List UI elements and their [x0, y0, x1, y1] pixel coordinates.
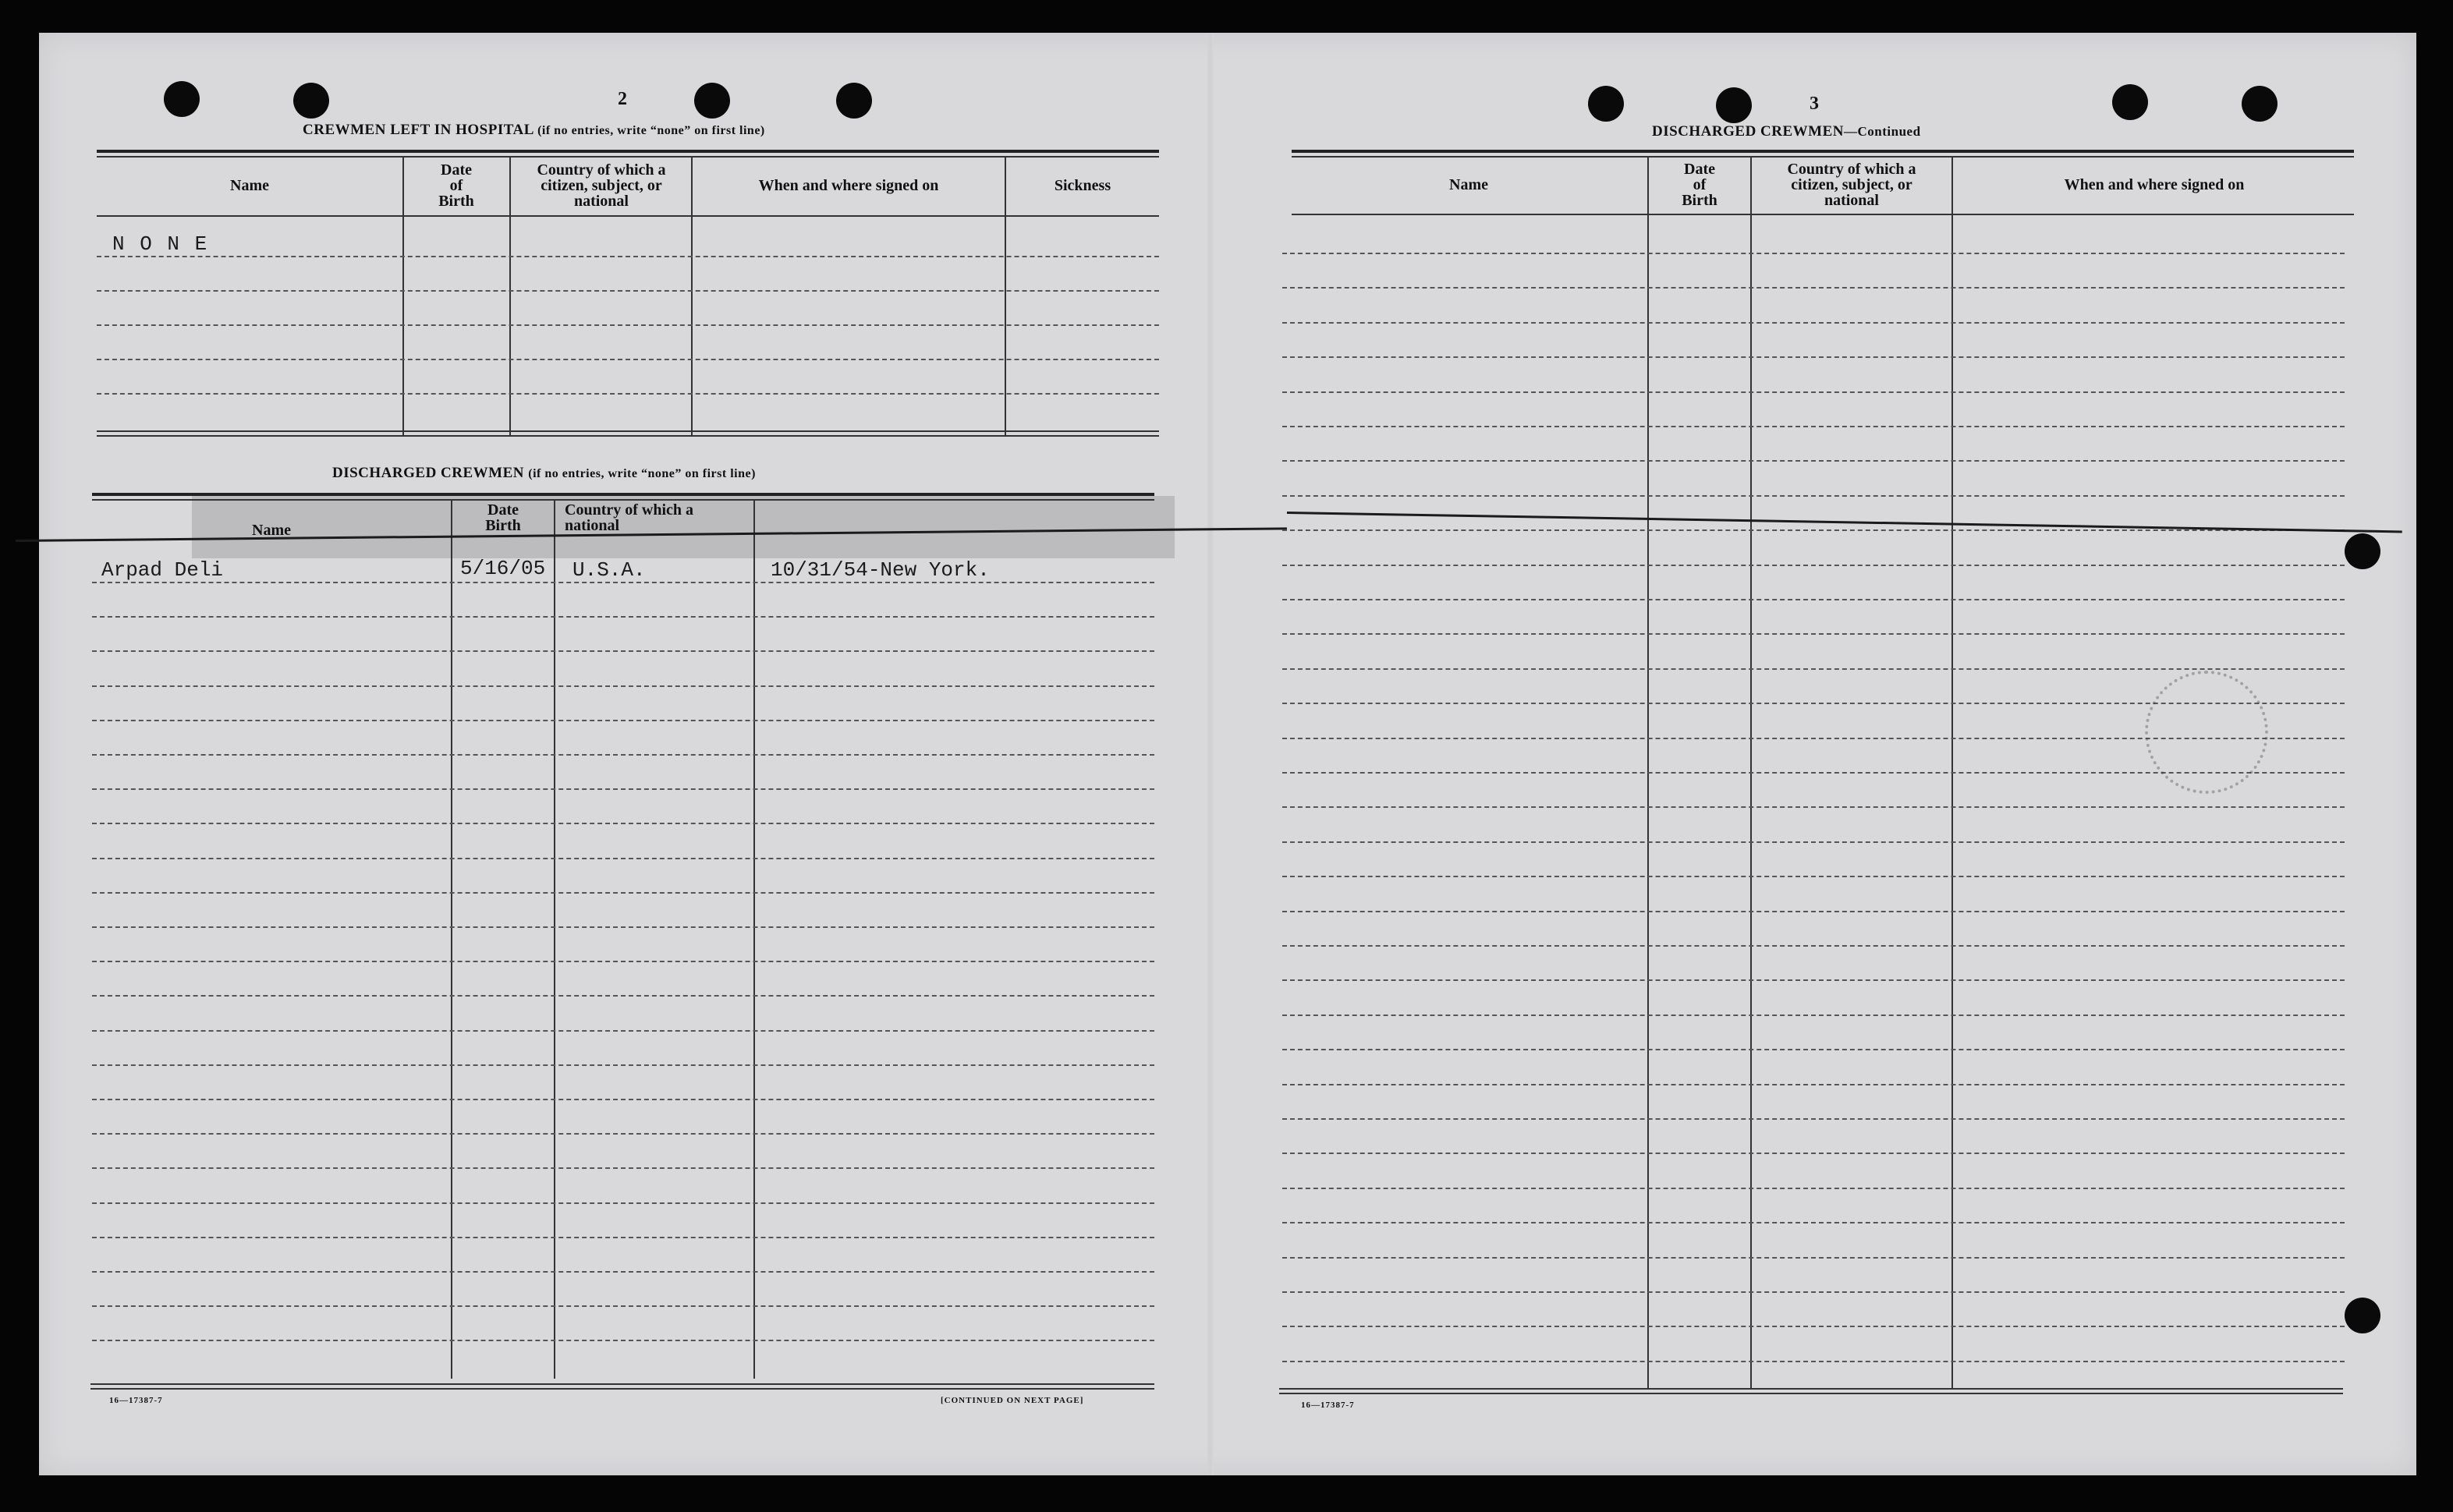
- column-header-country: Country of which a citizen, subject, or national: [1787, 161, 1916, 209]
- row-line: [1282, 391, 2345, 393]
- row-line: [1282, 1049, 2345, 1050]
- row-line: [92, 754, 1154, 756]
- punch-hole: [1716, 87, 1752, 123]
- table-top-rule: [92, 499, 1154, 501]
- row-line: [92, 1064, 1154, 1066]
- column-header-signed-on: When and where signed on: [2064, 176, 2245, 193]
- right-section-title-suffix: —Continued: [1844, 124, 1921, 139]
- table-cell-country: U.S.A.: [572, 558, 646, 582]
- form-number: 16—17387-7: [109, 1396, 163, 1405]
- row-line: [1282, 1084, 2345, 1085]
- row-line: [1282, 1257, 2345, 1259]
- row-line: [1282, 945, 2345, 947]
- table-top-rule: [92, 493, 1154, 496]
- column-header-dob: Date of Birth: [438, 161, 474, 210]
- row-line: [1282, 1222, 2345, 1223]
- row-line: [92, 685, 1154, 687]
- page-number: 2: [618, 89, 627, 109]
- row-line: [92, 1133, 1154, 1135]
- row-line: [1282, 322, 2345, 324]
- column-divider: [451, 499, 452, 1379]
- row-line: [92, 961, 1154, 962]
- row-line: [1282, 1153, 2345, 1154]
- column-header-name: Name: [1449, 176, 1488, 193]
- row-line: [1282, 253, 2345, 254]
- header-bottom-rule: [97, 215, 1159, 217]
- row-line: [92, 858, 1154, 859]
- header-bottom-rule: [1292, 214, 2354, 215]
- table-top-rule: [97, 150, 1159, 153]
- right-section-title: DISCHARGED CREWMEN: [1652, 123, 1844, 140]
- table-cell-name: Arpad Deli: [101, 558, 224, 582]
- column-divider: [753, 499, 755, 1379]
- row-line: [1282, 876, 2345, 877]
- hospital-section-note: (if no entries, write “none” on first line): [537, 124, 765, 137]
- row-line: [92, 1167, 1154, 1169]
- column-header-dob: Date of Birth: [1682, 161, 1717, 209]
- row-line: [1282, 806, 2345, 808]
- row-line: [97, 359, 1159, 360]
- row-line: [1282, 1361, 2345, 1362]
- discharged-section-title: DISCHARGED CREWMEN: [332, 465, 524, 481]
- row-line: [92, 1099, 1154, 1100]
- continued-note: [CONTINUED ON NEXT PAGE]: [941, 1396, 1084, 1405]
- row-line: [92, 788, 1154, 790]
- row-line: [97, 256, 1159, 257]
- row-line: [1282, 1118, 2345, 1120]
- row-line: [1282, 1188, 2345, 1189]
- punch-hole: [2345, 1298, 2380, 1333]
- row-line: [92, 1340, 1154, 1341]
- row-line: [1282, 495, 2345, 497]
- row-line: [1282, 911, 2345, 912]
- punch-hole: [2112, 84, 2148, 120]
- hospital-section-heading: [303, 122, 765, 139]
- row-line: [92, 582, 1154, 583]
- table-bottom-rule: [97, 435, 1159, 437]
- row-line: [97, 290, 1159, 292]
- table-bottom-rule: [1279, 1388, 2343, 1390]
- row-line: [92, 650, 1154, 652]
- faint-stamp: [2145, 671, 2268, 794]
- row-line: [1282, 1014, 2345, 1016]
- row-line: [1282, 599, 2345, 600]
- row-line: [92, 892, 1154, 894]
- row-line: [92, 995, 1154, 997]
- row-line: [1282, 633, 2345, 635]
- table-bottom-rule: [97, 430, 1159, 432]
- punch-hole: [293, 83, 329, 119]
- row-line: [92, 1202, 1154, 1204]
- row-line: [1282, 529, 2345, 531]
- column-header-signed-on: When and where signed on: [758, 177, 939, 194]
- right-section-heading: [1652, 123, 1921, 140]
- row-line: [92, 1237, 1154, 1238]
- row-line: [92, 720, 1154, 721]
- row-line: [97, 324, 1159, 326]
- row-line: [1282, 841, 2345, 843]
- page-fold: [1207, 33, 1214, 1475]
- table-bottom-rule: [90, 1383, 1154, 1385]
- row-line: [1282, 426, 2345, 427]
- punch-hole: [694, 83, 730, 119]
- column-header-country: Country of which a citizen, subject, or national: [537, 161, 666, 210]
- punch-hole: [2242, 86, 2278, 122]
- hospital-section-title: CREWMEN LEFT IN HOSPITAL: [303, 122, 533, 138]
- row-line: [92, 823, 1154, 824]
- row-line: [92, 1271, 1154, 1273]
- column-header-country: Country of which a national: [565, 501, 694, 534]
- table-bottom-rule: [1279, 1393, 2343, 1394]
- punch-hole: [1588, 86, 1624, 122]
- row-line: [1282, 1326, 2345, 1327]
- column-divider: [554, 499, 555, 1379]
- row-line: [1282, 565, 2345, 566]
- page-number: 3: [1810, 94, 1819, 114]
- punch-hole: [836, 83, 872, 119]
- row-line: [92, 926, 1154, 928]
- row-line: [92, 1030, 1154, 1032]
- row-line: [1282, 1291, 2345, 1293]
- row-line: [1282, 668, 2345, 670]
- table-cell-signed-on: 10/31/54-New York.: [771, 558, 990, 582]
- discharged-section-heading: [332, 465, 756, 482]
- hospital-entry: N O N E: [112, 232, 209, 256]
- row-line: [1282, 979, 2345, 981]
- row-line: [1282, 460, 2345, 462]
- row-line: [92, 1305, 1154, 1307]
- column-header-name: Name: [230, 177, 269, 194]
- form-number: 16—17387-7: [1301, 1400, 1355, 1410]
- table-bottom-rule: [90, 1388, 1154, 1390]
- column-header-dob: Date Birth: [485, 501, 521, 534]
- discharged-section-note: (if no entries, write “none” on first line): [528, 467, 756, 480]
- row-line: [92, 616, 1154, 618]
- table-top-rule: [1292, 150, 2354, 153]
- table-cell-dob: 5/16/05: [460, 557, 546, 580]
- row-line: [97, 393, 1159, 395]
- column-header-name: Name: [252, 522, 291, 539]
- punch-hole: [164, 81, 200, 117]
- punch-hole: [2345, 533, 2380, 569]
- column-header-sickness: Sickness: [1054, 177, 1111, 194]
- row-line: [1282, 356, 2345, 358]
- row-line: [1282, 287, 2345, 289]
